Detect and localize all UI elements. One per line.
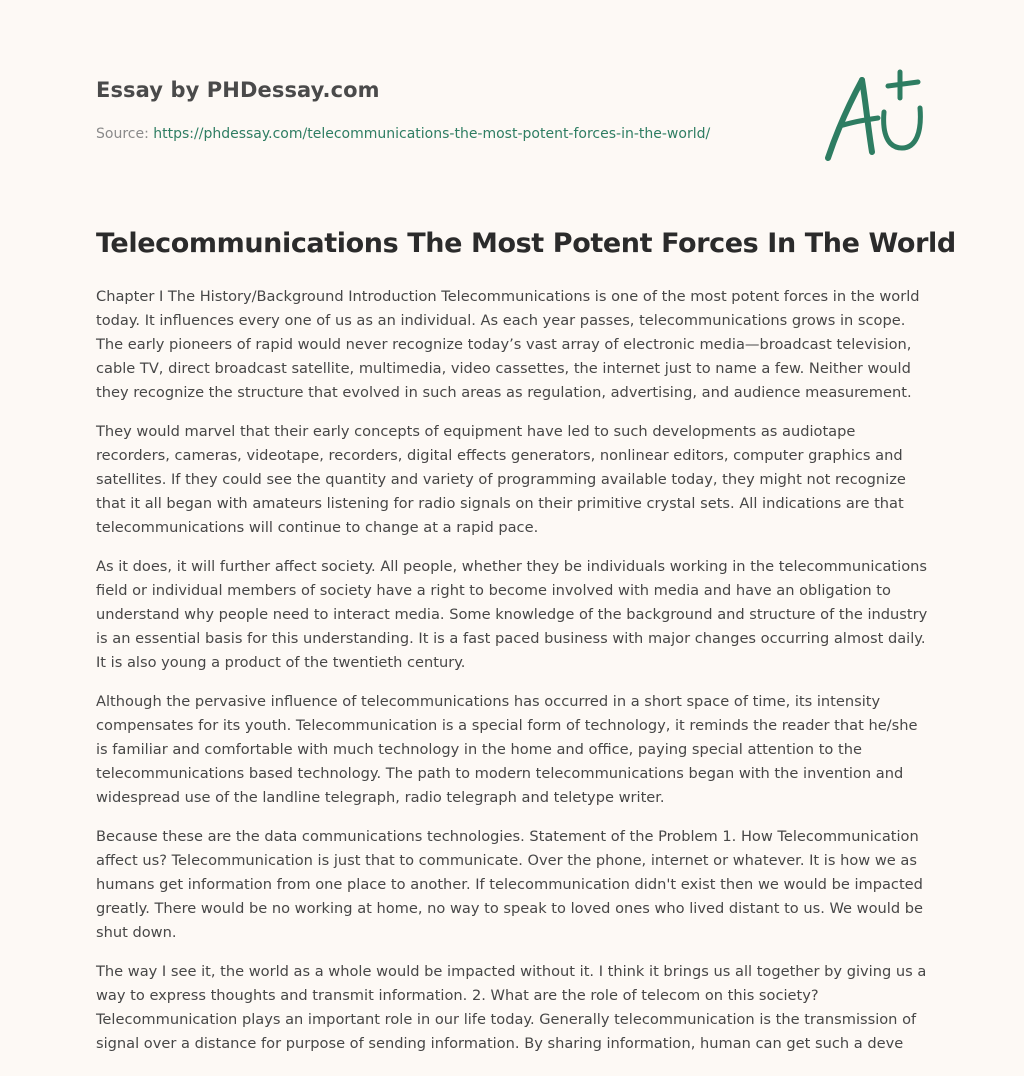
- essay-paragraph: As it does, it will further affect society. All people, whether they be individuals working in the telecommunications field or individual members of society have a right to become involved with media and have an obligation to understand why people need to interact media. Some knowledge of the background and structure of the industry is an essential basis for this understanding. It is a fast paced business with major changes occurring almost daily. It is also young a product of the twentieth century.: [96, 558, 928, 671]
- essay-paragraph: Although the pervasive influence of telecommunications has occurred in a short space of time, its intensity compensates for its youth. Telecommunication is a special form of technology, it reminds the reader that he/she is familiar and comfortable with much technology in the home and office, paying special attention to the telecommunications based technology. The path to modern telecommunications began with the invention and widespread use of the landline telegraph, radio telegraph and teletype writer.: [96, 693, 918, 806]
- essay-paragraph: The way I see it, the world as a whole would be impacted without it. I think it brings us all together by giving us a way to express thoughts and transmit information. 2. What are the role of telecom on this society? Telecommunication plays an important role in our life today. Generally telecommunication is the transmission of signal over a distance for purpose of sending information. By sharing information, human can get such a deve: [96, 963, 927, 1052]
- a-plus-grade-logo-icon: [822, 68, 930, 164]
- page-header: [96, 74, 796, 144]
- site-brand: Essay by PHDessay.com: [96, 78, 380, 102]
- essay-body: [96, 285, 930, 1071]
- essay-paragraph: They would marvel that their early concepts of equipment have led to such developments as audiotape recorders, cameras, videotape, recorders, digital effects generators, nonlinear editors, computer graphics and satellites. If they could see the quantity and variety of programming available today, they might not recognize that it all began with amateurs listening for radio signals on their primitive crystal sets. All indications are that telecommunications will continue to change at a rapid pace.: [96, 423, 906, 536]
- source-link[interactable]: https://phdessay.com/telecommunications-the-most-potent-forces-in-the-world/: [153, 126, 711, 142]
- essay-paragraph: Because these are the data communications technologies. Statement of the Problem 1. How Telecommunication affect us? Telecommunication is just that to communicate. Over the phone, internet or whatever. It is how we as humans get information from one place to another. If telecommunication didn't exist then we would be impacted greatly. There would be no working at home, no way to speak to loved ones who lived distant to us. We would be shut down.: [96, 828, 923, 941]
- source-line: [96, 124, 796, 144]
- essay-title: Telecommunications The Most Potent Forces In The World: [96, 228, 956, 259]
- essay-paragraph: Chapter I The History/Background Introduction Telecommunications is one of the most potent forces in the world today. It influences every one of us as an individual. As each year passes, telecommunications grows in scope. The early pioneers of rapid would never recognize today’s vast array of electronic media—broadcast television, cable TV, direct broadcast satellite, multimedia, video cassettes, the internet just to name a few. Neither would they recognize the structure that evolved in such areas as regulation, advertising, and audience measurement.: [96, 288, 920, 401]
- source-label: Source:: [96, 126, 154, 142]
